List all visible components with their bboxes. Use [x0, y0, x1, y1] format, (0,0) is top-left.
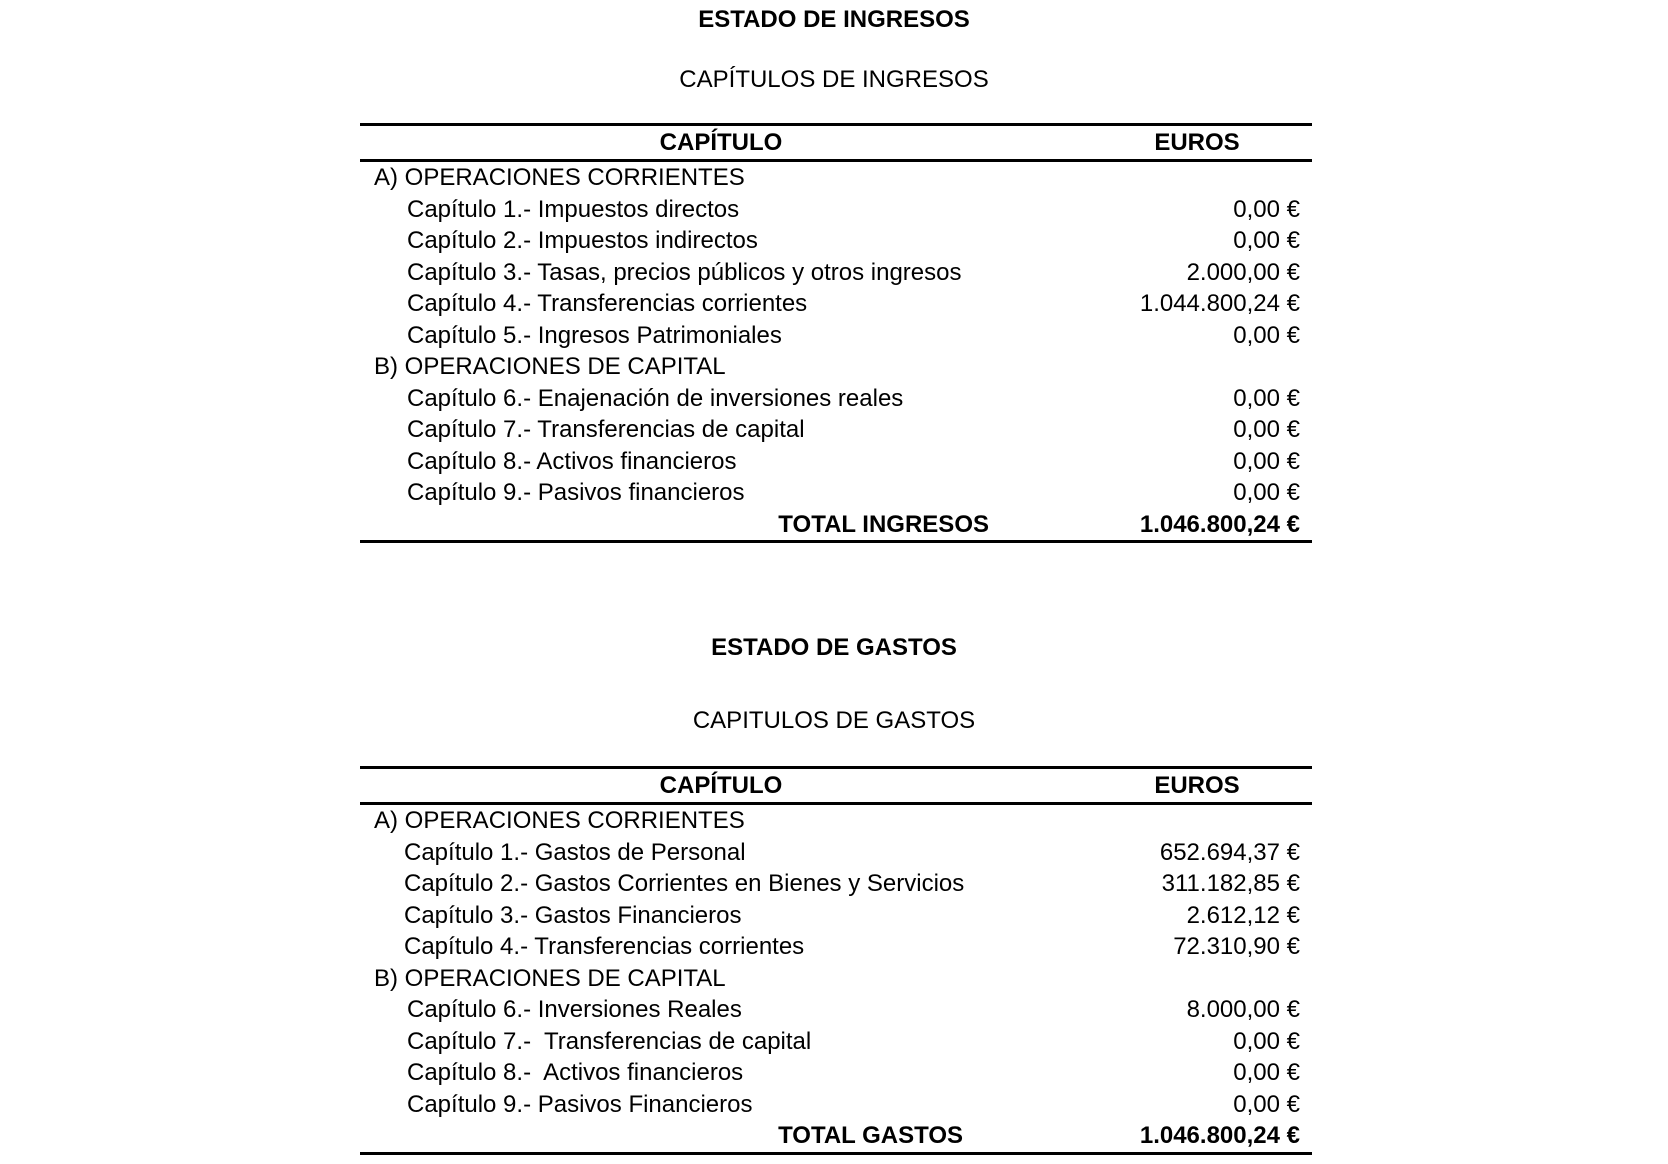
group-row [360, 351, 1312, 383]
header-capitulo: CAPÍTULO [659, 772, 783, 799]
row-label: Capítulo 9.- Pasivos financieros [407, 479, 745, 506]
group-label: B) OPERACIONES DE CAPITAL [374, 964, 726, 992]
ingresos-table [360, 123, 1312, 543]
row-label: Capítulo 5.- Ingresos Patrimoniales [407, 321, 782, 349]
table-row [360, 414, 1312, 446]
gastos-title: ESTADO DE GASTOS [711, 634, 957, 661]
row-amount: 652.694,37 € [1159, 838, 1300, 866]
header-capitulo: CAPÍTULO [659, 129, 783, 156]
row-amount: 311.182,85 € [1161, 870, 1300, 897]
table-row [360, 288, 1312, 320]
table-row [360, 837, 1312, 869]
group-row [360, 805, 1312, 837]
table-row [360, 257, 1312, 289]
group-label: B) OPERACIONES DE CAPITAL [374, 353, 726, 380]
row-amount: 72.310,90 € [1173, 933, 1300, 960]
row-label: Capítulo 4.- Transferencias corrientes [404, 933, 805, 960]
row-label: Capítulo 7.- Transferencias de capital [407, 1027, 812, 1055]
row-amount: 0,00 € [1233, 416, 1300, 443]
table-row [360, 446, 1312, 478]
group-label: A) OPERACIONES CORRIENTES [374, 164, 745, 191]
row-label: Capítulo 1.- Gastos de Personal [404, 838, 746, 866]
table-row [360, 383, 1312, 415]
total-row [360, 1120, 1312, 1155]
row-label: Capítulo 6.- Inversiones Reales [407, 996, 742, 1023]
table-row [360, 1057, 1312, 1089]
table-row [360, 1026, 1312, 1058]
row-amount: 0,00 € [1233, 321, 1300, 349]
row-label: Capítulo 1.- Impuestos directos [407, 195, 740, 223]
ingresos-title: ESTADO DE INGRESOS [698, 6, 970, 33]
ingresos-subtitle: CAPÍTULOS DE INGRESOS [679, 66, 989, 93]
table-row [360, 320, 1312, 352]
row-label: Capítulo 6.- Enajenación de inversiones reales [407, 384, 904, 412]
total-label: TOTAL GASTOS [778, 1122, 963, 1149]
row-amount: 2.000,00 € [1186, 258, 1300, 286]
row-amount: 0,00 € [1233, 195, 1300, 223]
gastos-table [360, 766, 1312, 1155]
total-row [360, 509, 1312, 544]
header-euros: EUROS [1154, 772, 1240, 799]
table-row [360, 194, 1312, 226]
row-amount: 0,00 € [1233, 1059, 1300, 1086]
table-row [360, 900, 1312, 932]
gastos-subtitle: CAPITULOS DE GASTOS [692, 707, 976, 734]
table-row [360, 477, 1312, 509]
row-label: Capítulo 2.- Gastos Corrientes en Bienes y Servicios [404, 870, 965, 897]
total-amount: 1.046.800,24 € [1139, 510, 1300, 538]
table-row [360, 225, 1312, 257]
row-amount: 0,00 € [1233, 447, 1300, 475]
header-euros: EUROS [1154, 129, 1240, 156]
row-label: Capítulo 2.- Impuestos indirectos [407, 227, 758, 254]
table-row [360, 868, 1312, 900]
table-row [360, 931, 1312, 963]
row-amount: 0,00 € [1233, 479, 1300, 506]
row-amount: 1.044.800,24 € [1139, 290, 1300, 317]
row-amount: 2.612,12 € [1186, 901, 1300, 929]
row-label: Capítulo 8.- Activos financieros [407, 447, 737, 475]
row-amount: 0,00 € [1233, 1090, 1300, 1118]
row-label: Capítulo 8.- Activos financieros [407, 1059, 744, 1086]
ingresos-table-header [360, 123, 1312, 162]
table-row [360, 1089, 1312, 1121]
gastos-table-header [360, 766, 1312, 805]
group-row [360, 162, 1312, 194]
row-amount: 0,00 € [1233, 384, 1300, 412]
row-label: Capítulo 4.- Transferencias corrientes [407, 290, 808, 317]
row-label: Capítulo 3.- Gastos Financieros [404, 901, 742, 929]
total-amount: 1.046.800,24 € [1139, 1122, 1300, 1149]
row-label: Capítulo 3.- Tasas, precios públicos y otros ingresos [407, 258, 962, 286]
table-row [360, 994, 1312, 1026]
total-label: TOTAL INGRESOS [778, 510, 989, 538]
row-amount: 0,00 € [1233, 227, 1300, 254]
row-amount: 0,00 € [1233, 1027, 1300, 1055]
group-label: A) OPERACIONES CORRIENTES [374, 807, 745, 834]
row-label: Capítulo 9.- Pasivos Financieros [407, 1090, 753, 1118]
group-row [360, 963, 1312, 995]
row-amount: 8.000,00 € [1186, 996, 1300, 1023]
row-label: Capítulo 7.- Transferencias de capital [407, 416, 805, 443]
